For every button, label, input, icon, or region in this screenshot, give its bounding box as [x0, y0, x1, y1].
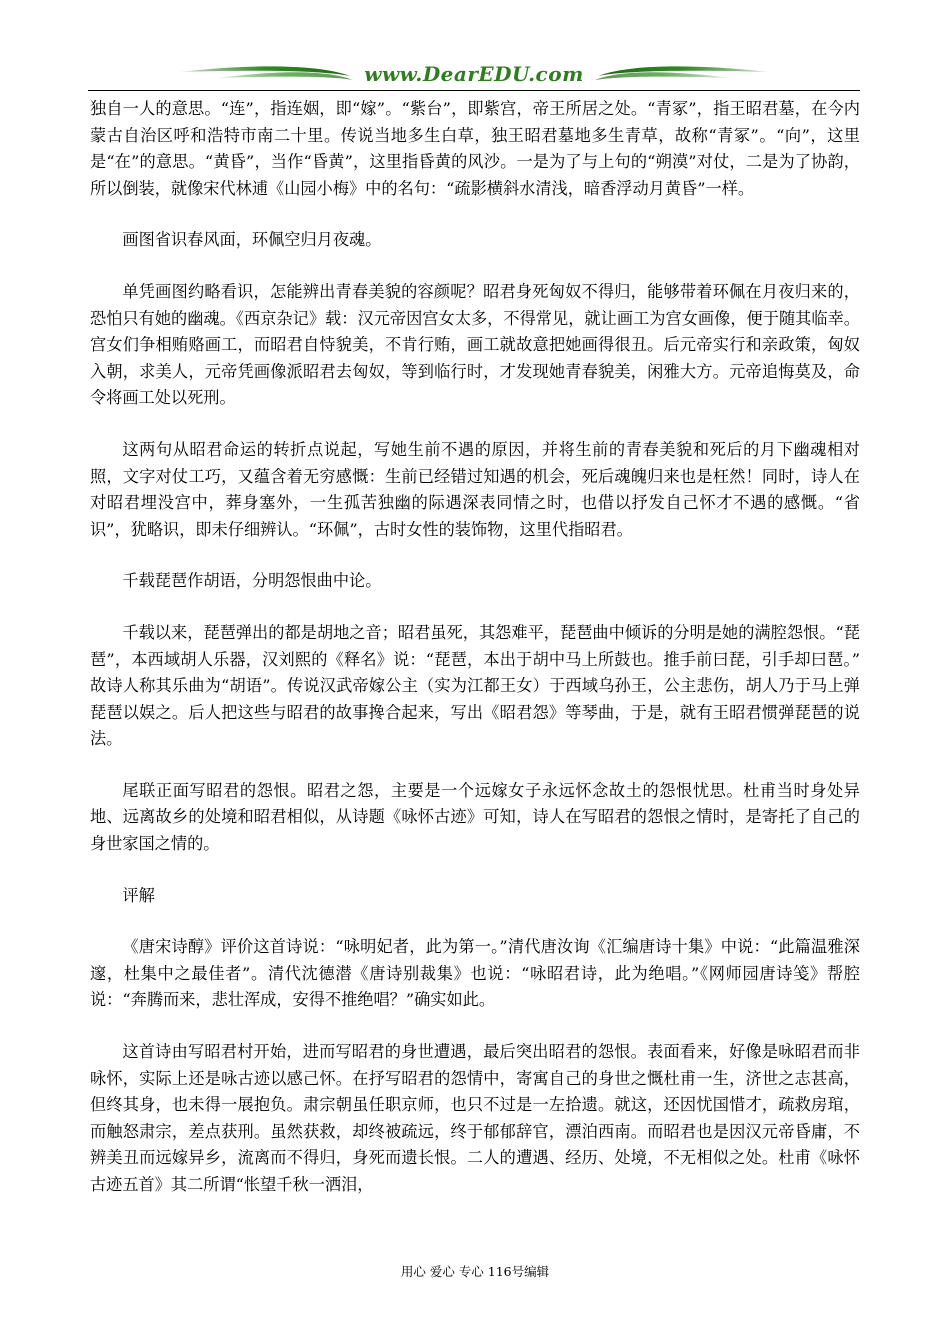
poem-line: 千载琵琶作胡语，分明怨恨曲中论。 [122, 571, 382, 591]
page-footer: 用心 爱心 专心 116号编辑 [400, 1264, 550, 1279]
paragraph: 独自一人的意思。“连”，指连姻，即“嫁”。“紫台”，即紫宫，帝王所居之处。“青冢”，指王昭君墓，在今内蒙古自治区呼和浩特市南二十里。传说当地多生白草，独王昭君墓地多生青草，故称“青冢”。“向”，这里是“在”的意思。“黄昏”，当作“昏黄”，这里指昏黄的风沙。一是为了与上句的“朔漠”对仗，二是为了协韵，所以倒装，就像宋代林逋《山园小梅》中的名句：“疏影横斜水清浅，暗香浮动月黄昏”一样。 [90, 99, 860, 198]
paragraph: 这两句从昭君命运的转折点说起，写她生前不遇的原因，并将生前的青春美貌和死后的月下幽魂相对照，文字对仗工巧，又蕴含着无穷感慨：生前已经错过知遇的机会，死后魂魄归来也是枉然！同时，诗人在对昭君埋没宫中，葬身塞外，一生孤苦独幽的际遇深表同情之时，也借以抒发自己怀才不遇的感慨。“省识”，犹略识，即未仔细辨认。“环佩”，古时女性的装饰物，这里代指昭君。 [90, 439, 860, 539]
section-heading: 评解 [122, 885, 155, 905]
paragraph: 单凭画图约略看识，怎能辨出青春美貌的容颜呢？昭君身死匈奴不得归，能够带着环佩在月夜归来的，恐怕只有她的幽魂。《西京杂记》载：汉元帝因宫女太多，不得常见，就让画工为宫女画像，便于随其临幸。宫女们争相贿赂画工，而昭君自恃貌美，不肯行贿，画工就故意把她画得很丑。后元帝实行和亲政策，匈奴入朝，求美人，元帝凭画像派昭君去匈奴，等到临行时，才发现她青春貌美，闲雅大方。元帝追悔莫及，命令将画工处以死刑。 [90, 281, 860, 408]
document-body [90, 96, 860, 1224]
paragraph: 千载以来，琵琶弹出的都是胡地之音；昭君虽死，其怨难平，琵琶曲中倾诉的分明是她的满腔怨恨。“琵琶”，本西域胡人乐器，汉刘熙的《释名》说：“琵琶，本出于胡中马上所鼓也。推手前曰琵，引手却曰琶。” 故诗人称其乐曲为“胡语”。传说汉武帝嫁公主（实为江都王女）于西域乌孙王，公主悲伤，胡人乃于马上弹琵琶以娱之。后人把这些与昭君的故事搀合起来，写出《昭君怨》等琴曲，于是，就有王昭君惯弹琵琶的说法。 [90, 622, 860, 749]
paragraph: 尾联正面写昭君的怨恨。昭君之怨，主要是一个远嫁女子永远怀念故土的怨恨忧思。杜甫当时身处异地、远离故乡的处境和昭君相似，从诗题《咏怀古迹》可知，诗人在写昭君的怨恨之情时，是寄托了自己的身世家国之情的。 [90, 780, 860, 854]
site-header-logo [88, 56, 860, 92]
poem-line: 画图省识春风面，环佩空归月夜魂。 [122, 230, 382, 250]
header-divider [88, 90, 860, 91]
site-logo-text: www.DearEDU.com [364, 62, 584, 86]
paragraph: 《唐宋诗醇》评价这首诗说：“咏明妃者，此为第一。”清代唐汝询《汇编唐诗十集》中说：“此篇温雅深邃，杜集中之最佳者”。清代沈德潜《唐诗别裁集》也说：“咏昭君诗，此为绝唱。”《网师园唐诗笺》帮腔说：“奔腾而来，悲壮浑成，安得不推绝唱？”确实如此。 [90, 937, 860, 1010]
paragraph: 这首诗由写昭君村开始，进而写昭君的身世遭遇，最后突出昭君的怨恨。表面看来，好像是咏昭君而非咏怀，实际上还是咏古迹以感己怀。在抒写昭君的怨情中，寄寓自己的身世之慨杜甫一生，济世之志甚高，但终其身，也未得一展抱负。肃宗朝虽任职京师，也只不过是一左拾遗。就这，还因忧国惜才，疏救房琯，而触怒肃宗，差点获刑。虽然获救，却终被疏远，终于郁郁辞官，漂泊西南。而昭君也是因汉元帝昏庸，不辨美丑而远嫁异乡，流离而不得归，身死而遗长恨。二人的遭遇、经历、处境，不无相似之处。杜甫《咏怀古迹五首》其二所谓“怅望千秋一洒泪， [90, 1042, 860, 1194]
